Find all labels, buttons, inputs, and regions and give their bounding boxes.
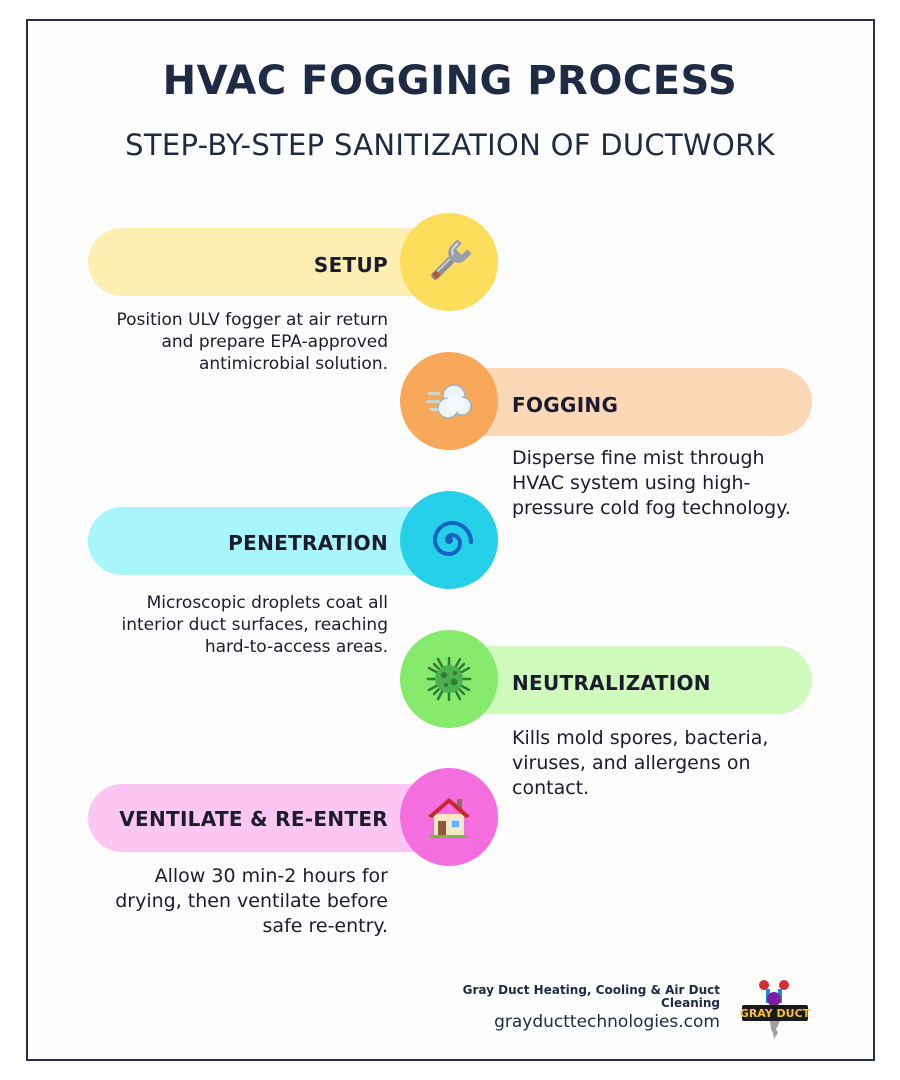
house-icon xyxy=(424,792,474,842)
step-neutralization-label: NEUTRALIZATION xyxy=(512,671,711,695)
step-penetration-description: Microscopic droplets coat all interior duct surfaces, reaching hard-to-access areas. xyxy=(121,593,388,657)
step-ventilate-description: Allow 30 min-2 hours for drying, then ventilate before safe re-entry. xyxy=(115,865,388,937)
step-neutralization-icon-circle xyxy=(400,630,498,728)
step-setup-icon-circle xyxy=(400,213,498,311)
logo-text: GRAY DUCT xyxy=(740,1007,810,1020)
step-fogging-icon-circle xyxy=(400,352,498,450)
wrench-icon xyxy=(424,237,474,287)
gray-duct-logo xyxy=(740,977,810,1041)
step-fogging-description: Disperse fine mist through HVAC system using high-pressure cold fog technology. xyxy=(512,447,791,519)
step-fogging-label: FOGGING xyxy=(512,393,619,417)
spiral-icon xyxy=(424,515,474,565)
microbe-icon xyxy=(424,654,474,704)
step-ventilate-icon-circle xyxy=(400,768,498,866)
step-setup-description: Position ULV fogger at air return and prepare EPA-approved antimicrobial solution. xyxy=(116,310,388,374)
dashing-cloud-icon xyxy=(424,376,474,426)
page-subtitle: STEP-BY-STEP SANITIZATION OF DUCTWORK xyxy=(125,128,775,162)
step-penetration-label: PENETRATION xyxy=(228,531,388,555)
step-ventilate-label: VENTILATE & RE-ENTER xyxy=(119,807,388,831)
step-setup-label: SETUP xyxy=(313,253,388,277)
step-fogging-pill xyxy=(450,368,812,436)
step-penetration-icon-circle xyxy=(400,491,498,589)
company-url[interactable]: grayducttechnologies.com xyxy=(494,1012,720,1032)
company-name: Gray Duct Heating, Cooling & Air Duct Cleaning xyxy=(462,983,720,1010)
step-neutralization-description: Kills mold spores, bacteria, viruses, and allergens on contact. xyxy=(512,727,769,799)
page-title: HVAC FOGGING PROCESS xyxy=(162,58,738,104)
step-setup-pill xyxy=(88,228,448,296)
